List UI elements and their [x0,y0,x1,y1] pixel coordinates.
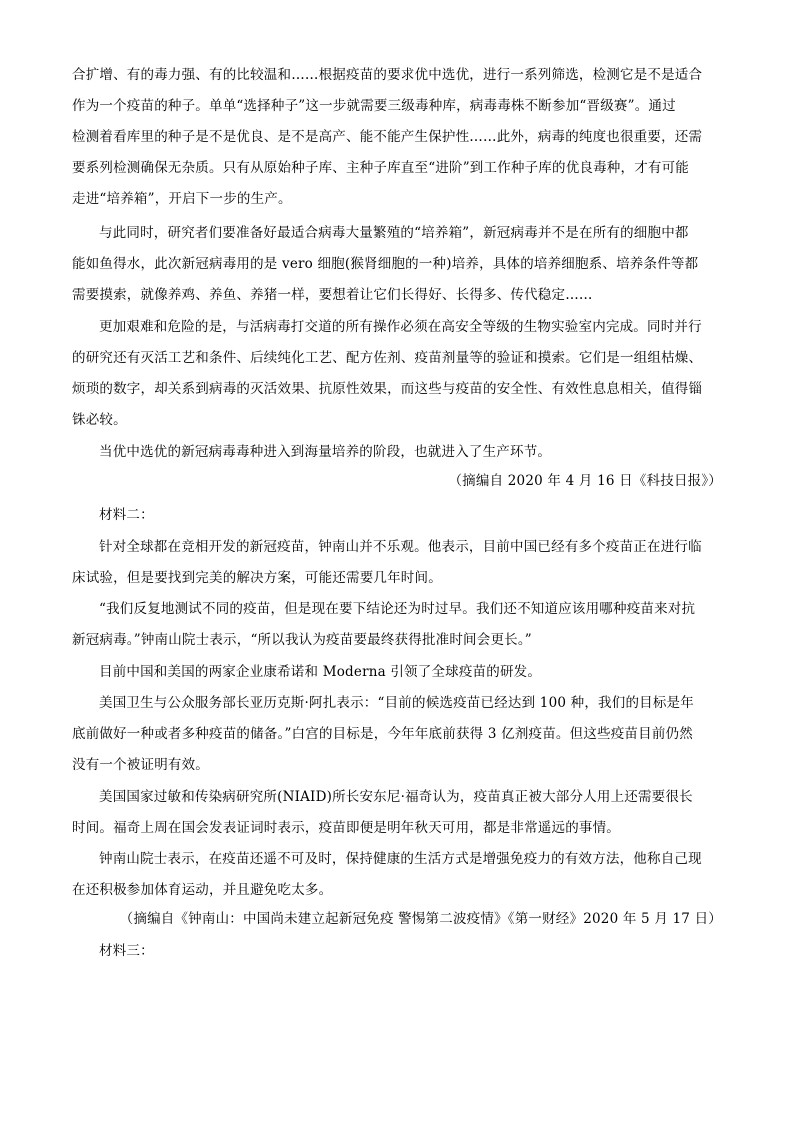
paragraph-line: 时间。福奇上周在国会发表证词时表示，疫苗即便是明年秋天可用，都是非常遥远的事情。 [72,820,620,836]
paragraph-line: 走进“培养箱”，开启下一步的生产。 [72,191,292,207]
section-heading: 材料三： [99,943,154,959]
paragraph-line: 烦琐的数字，却关系到病毒的灭活效果、抗原性效果，而这些与疫苗的安全性、有效性息息相关，值得锱 [72,381,703,397]
source-citation: （摘编自 2020 年 4 月 16 日《科技日报》） [448,473,722,489]
paragraph-line: 能如鱼得水，此次新冠病毒用的是 vero 细胞(猴肾细胞的一种)培养，具体的培养细胞系、培养条件等都 [72,256,699,272]
paragraph-line: 新冠病毒。”钟南山院士表示，“所以我认为疫苗要最终获得批准时间会更长。” [72,632,532,648]
paragraph-line: 没有一个被证明有效。 [72,757,209,773]
paragraph-line: 需要摸索，就像养鸡、养鱼、养猪一样，要想着让它们长得好、长得多、传代稳定…… [72,287,593,303]
paragraph-line: 美国国家过敏和传染病研究所(NIAID)所长安东尼·福奇认为，疫苗真正被大部分人用上还需要很长 [99,789,693,805]
paragraph-line: 在还积极参加体育运动，并且避免吃太多。 [72,882,333,898]
paragraph-line: 要系列检测确保无杂质。只有从原始种子库、主种子库直至“进阶”到工作种子库的优良毒种，才有可能 [72,160,690,176]
paragraph-line: 目前中国和美国的两家企业康希诺和 Moderna 引领了全球疫苗的研发。 [99,664,542,680]
paragraph-line: 美国卫生与公众服务部长亚历克斯·阿扎表示：“目前的候选疫苗已经达到 100 种，我们的目标是年 [99,695,694,711]
paragraph-line: 底前做好一种或者多种疫苗的储备。”白宫的目标是，今年年底前获得 3 亿剂疫苗。但这些疫苗目前仍然 [72,726,693,742]
paragraph-line: 针对全球都在竞相开发的新冠疫苗，钟南山并不乐观。他表示，目前中国已经有多个疫苗正在进行临 [99,539,702,555]
paragraph-line: 铢必较。 [72,412,127,428]
paragraph-line: 更加艰难和危险的是，与活病毒打交道的所有操作必须在高安全等级的生物实验室内完成。同时并行 [99,319,702,335]
paragraph-line: 当优中选优的新冠病毒毒种进入到海量培养的阶段，也就进入了生产环节。 [99,444,552,460]
paragraph-line: 床试验，但是要找到完美的解决方案，可能还需要几年时间。 [72,570,442,586]
paragraph-line: 与此同时，研究者们要准备好最适合病毒大量繁殖的“培养箱”，新冠病毒并不是在所有的细胞中都 [99,225,689,241]
paragraph-line: 作为一个疫苗的种子。单单“选择种子”这一步就需要三级毒种库，病毒毒株不断参加“晋级赛”。通过 [72,98,676,114]
paragraph-line: 合扩增、有的毒力强、有的比较温和……根据疫苗的要求优中选优，进行一系列筛选，检测它是不是适合 [72,67,703,83]
paragraph-line: 检测着看库里的种子是不是优良、是不是高产、能不能产生保护性……此外，病毒的纯度也很重要，还需 [72,129,703,145]
paragraph-line: “我们反复地测试不同的疫苗，但是现在要下结论还为时过早。我们还不知道应该用哪种疫苗来对抗 [99,601,696,617]
paragraph-line: 钟南山院士表示，在疫苗还遥不可及时，保持健康的生活方式是增强免疫力的有效方法，他称自己现 [99,851,702,867]
section-heading: 材料二： [99,507,154,523]
source-citation: （摘编自《钟南山：中国尚未建立起新冠免疫 警惕第二波疫情》《第一财经》2020 年 5 月 17 日） [119,911,722,927]
paragraph-line: 的研究还有灭活工艺和条件、后续纯化工艺、配方佐剂、疫苗剂量等的验证和摸索。它们是一组组枯燥、 [72,350,703,366]
